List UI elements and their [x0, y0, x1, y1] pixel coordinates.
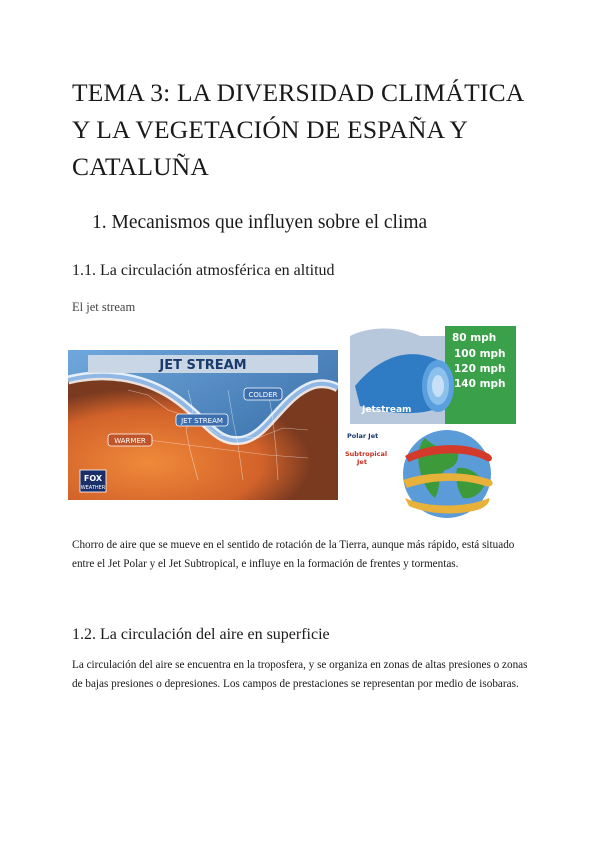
jet-stream-map-image — [68, 350, 338, 500]
speed-120: 120 mph — [454, 363, 506, 375]
section-heading-1: 1. Mecanismos que influyen sobre el clima — [92, 212, 428, 233]
label-polar-jet: Polar Jet — [347, 432, 379, 440]
figure-caption: El jet stream — [72, 300, 136, 314]
speed-100: 100 mph — [454, 348, 506, 360]
jetstream-label: Jetstream — [362, 405, 412, 415]
section-heading-1-1: 1.1. La circulación atmosférica en altitud — [72, 262, 335, 279]
label-warmer: WARMER — [114, 437, 146, 445]
page-title: TEMA 3: LA DIVERSIDAD CLIMÁTICA Y LA VEGETACIÓN DE ESPAÑA Y CATALUÑA — [72, 78, 524, 181]
paragraph-surface-circulation: La circulación del aire se encuentra en la troposfera, y se organiza en zonas de altas presiones o zonas de bajas presiones o depresiones. Los campos de prestaciones se representan por medio de isobaras. — [72, 659, 528, 690]
speed-80: 80 mph — [452, 332, 497, 344]
label-subtropical-jet: Jet — [357, 458, 367, 466]
speed-140: 140 mph — [454, 378, 506, 390]
label-colder: COLDER — [248, 391, 278, 399]
paragraph-jet-stream: Chorro de aire que se mueve en el sentido de rotación de la Tierra, aunque más rápido, está situado entre el Jet Polar y el Jet Subtropical, e influye en la formación de frentes y tormentas. — [72, 539, 515, 570]
jet-stream-banner: JET STREAM — [159, 358, 247, 373]
globe-jets-image — [345, 428, 515, 520]
jet-tube-image — [350, 326, 516, 424]
logo-top: FOX — [83, 474, 103, 483]
label-subtropical: Subtropical — [345, 450, 388, 458]
label-jet-stream: JET STREAM — [181, 417, 223, 425]
section-heading-1-2: 1.2. La circulación del aire en superficie — [72, 626, 330, 643]
logo-bottom: WEATHER — [80, 485, 106, 491]
